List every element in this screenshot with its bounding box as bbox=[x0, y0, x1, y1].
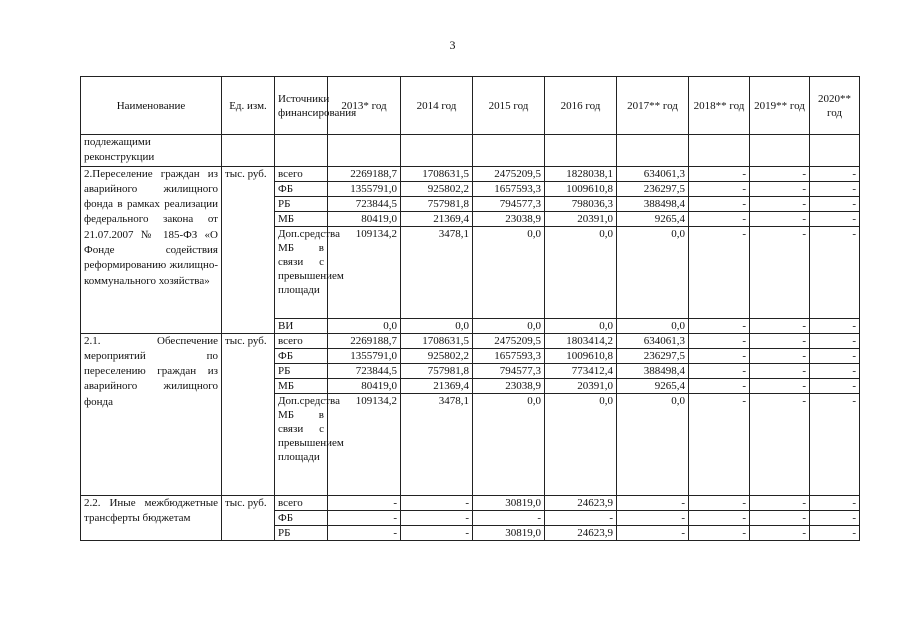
value-cell: 20391,0 bbox=[545, 378, 617, 393]
financing-table bbox=[80, 76, 860, 541]
value-cell: - bbox=[750, 166, 810, 181]
value-cell: - bbox=[689, 181, 750, 196]
source-cell: ФБ bbox=[275, 348, 328, 363]
value-cell: - bbox=[750, 495, 810, 510]
header-name: Наименование bbox=[81, 77, 222, 135]
value-cell: - bbox=[750, 393, 810, 495]
value-cell: 9265,4 bbox=[617, 378, 689, 393]
source-cell: всего bbox=[275, 495, 328, 510]
value-cell: - bbox=[689, 333, 750, 348]
value-cell: 388498,4 bbox=[617, 196, 689, 211]
value-cell: - bbox=[750, 181, 810, 196]
source-cell: всего bbox=[275, 166, 328, 181]
value-cell: - bbox=[689, 510, 750, 525]
value-cell: 24623,9 bbox=[545, 495, 617, 510]
value-cell: - bbox=[750, 378, 810, 393]
value-cell: - bbox=[401, 510, 473, 525]
value-cell: - bbox=[810, 378, 860, 393]
value-cell: - bbox=[617, 525, 689, 540]
source-cell: МБ bbox=[275, 378, 328, 393]
value-cell: - bbox=[328, 525, 401, 540]
value-cell: 634061,3 bbox=[617, 166, 689, 181]
value-cell: - bbox=[810, 333, 860, 348]
value-cell: 3478,1 bbox=[401, 393, 473, 495]
value-cell: 0,0 bbox=[473, 226, 545, 318]
page-number: 3 bbox=[449, 38, 456, 52]
section-unit: тыс. руб. bbox=[222, 166, 275, 333]
value-cell: 0,0 bbox=[617, 318, 689, 333]
continuation-name: подлежащими реконструкции bbox=[81, 135, 222, 167]
value-cell: 757981,8 bbox=[401, 363, 473, 378]
value-cell: - bbox=[810, 181, 860, 196]
value-cell: 23038,9 bbox=[473, 211, 545, 226]
value-cell: 1657593,3 bbox=[473, 348, 545, 363]
value-cell: - bbox=[689, 348, 750, 363]
value-cell: - bbox=[750, 196, 810, 211]
value-cell: 24623,9 bbox=[545, 525, 617, 540]
value-cell: 80419,0 bbox=[328, 211, 401, 226]
value-cell: 794577,3 bbox=[473, 196, 545, 211]
value-cell: 925802,2 bbox=[401, 181, 473, 196]
value-cell: 0,0 bbox=[401, 318, 473, 333]
value-cell: - bbox=[689, 196, 750, 211]
value-cell: - bbox=[750, 510, 810, 525]
value-cell: - bbox=[473, 510, 545, 525]
section-unit: тыс. руб. bbox=[222, 333, 275, 495]
value-cell: - bbox=[689, 318, 750, 333]
value-cell: 0,0 bbox=[617, 226, 689, 318]
value-cell: 1828038,1 bbox=[545, 166, 617, 181]
value-cell: 773412,4 bbox=[545, 363, 617, 378]
header-year: 2018** год bbox=[689, 77, 750, 135]
value-cell: 9265,4 bbox=[617, 211, 689, 226]
value-cell: - bbox=[810, 525, 860, 540]
value-cell: 1657593,3 bbox=[473, 181, 545, 196]
value-cell: 0,0 bbox=[545, 318, 617, 333]
header-source: Источники финансирования bbox=[275, 77, 328, 135]
value-cell: - bbox=[750, 211, 810, 226]
value-cell: - bbox=[750, 363, 810, 378]
source-cell: всего bbox=[275, 333, 328, 348]
value-cell: 634061,3 bbox=[617, 333, 689, 348]
source-cell: МБ bbox=[275, 211, 328, 226]
source-cell: РБ bbox=[275, 525, 328, 540]
value-cell: 0,0 bbox=[328, 318, 401, 333]
value-cell: 80419,0 bbox=[328, 378, 401, 393]
header-year: 2013* год bbox=[328, 77, 401, 135]
value-cell: - bbox=[401, 525, 473, 540]
table-row bbox=[81, 495, 860, 510]
value-cell: - bbox=[328, 510, 401, 525]
value-cell: 757981,8 bbox=[401, 196, 473, 211]
continuation-row bbox=[81, 135, 860, 167]
section-name: 2.1. Обеспечение мероприятий по переселению граждан из аварийного жилищного фонда bbox=[81, 333, 222, 495]
value-cell: 1009610,8 bbox=[545, 181, 617, 196]
header-year: 2020** год bbox=[810, 77, 860, 135]
value-cell: 0,0 bbox=[473, 393, 545, 495]
value-cell: 1355791,0 bbox=[328, 181, 401, 196]
value-cell: - bbox=[810, 211, 860, 226]
value-cell: 925802,2 bbox=[401, 348, 473, 363]
value-cell: 388498,4 bbox=[617, 363, 689, 378]
section-name: 2.2. Иные межбюджетные трансферты бюджетам bbox=[81, 495, 222, 540]
value-cell: 2475209,5 bbox=[473, 166, 545, 181]
section-name: 2.Переселение граждан из аварийного жилищного фонда в рамках реализации федерального закона от 21.07.2007 № 185-ФЗ «О Фонде содействия реформированию жилищно-коммунального хозяйства» bbox=[81, 166, 222, 333]
source-cell: ФБ bbox=[275, 181, 328, 196]
value-cell: - bbox=[689, 363, 750, 378]
header-year: 2016 год bbox=[545, 77, 617, 135]
table-row bbox=[81, 333, 860, 348]
header-year: 2015 год bbox=[473, 77, 545, 135]
header-row bbox=[81, 77, 860, 135]
value-cell: - bbox=[810, 166, 860, 181]
value-cell: - bbox=[750, 318, 810, 333]
value-cell: 109134,2 bbox=[328, 393, 401, 495]
value-cell: 0,0 bbox=[617, 393, 689, 495]
value-cell: 1009610,8 bbox=[545, 348, 617, 363]
value-cell: - bbox=[545, 510, 617, 525]
value-cell: - bbox=[810, 510, 860, 525]
value-cell: - bbox=[328, 495, 401, 510]
value-cell: 30819,0 bbox=[473, 525, 545, 540]
value-cell: 20391,0 bbox=[545, 211, 617, 226]
value-cell: 723844,5 bbox=[328, 196, 401, 211]
value-cell: 236297,5 bbox=[617, 348, 689, 363]
source-cell: ВИ bbox=[275, 318, 328, 333]
value-cell: 1355791,0 bbox=[328, 348, 401, 363]
source-cell: РБ bbox=[275, 363, 328, 378]
value-cell: - bbox=[810, 226, 860, 318]
value-cell: 3478,1 bbox=[401, 226, 473, 318]
value-cell: - bbox=[750, 525, 810, 540]
value-cell: - bbox=[810, 348, 860, 363]
value-cell: 1708631,5 bbox=[401, 166, 473, 181]
value-cell: 236297,5 bbox=[617, 181, 689, 196]
value-cell: - bbox=[689, 525, 750, 540]
value-cell: 2475209,5 bbox=[473, 333, 545, 348]
header-year: 2019** год bbox=[750, 77, 810, 135]
section-unit: тыс. руб. bbox=[222, 495, 275, 540]
value-cell: 2269188,7 bbox=[328, 166, 401, 181]
value-cell: - bbox=[750, 226, 810, 318]
value-cell: - bbox=[689, 393, 750, 495]
value-cell: 794577,3 bbox=[473, 363, 545, 378]
value-cell: - bbox=[750, 348, 810, 363]
value-cell: 0,0 bbox=[473, 318, 545, 333]
value-cell: - bbox=[689, 378, 750, 393]
header-unit: Ед. изм. bbox=[222, 77, 275, 135]
value-cell: 21369,4 bbox=[401, 378, 473, 393]
value-cell: 798036,3 bbox=[545, 196, 617, 211]
source-cell: Доп.средства МБ в связи с превышением площади bbox=[275, 226, 328, 318]
value-cell: - bbox=[810, 196, 860, 211]
header-year: 2014 год bbox=[401, 77, 473, 135]
table-row bbox=[81, 166, 860, 181]
header-year: 2017** год bbox=[617, 77, 689, 135]
value-cell: 30819,0 bbox=[473, 495, 545, 510]
value-cell: - bbox=[810, 495, 860, 510]
value-cell: - bbox=[617, 495, 689, 510]
source-cell: Доп.средства МБ в связи с превышением площади bbox=[275, 393, 328, 495]
value-cell: - bbox=[689, 211, 750, 226]
value-cell: 0,0 bbox=[545, 226, 617, 318]
value-cell: - bbox=[689, 226, 750, 318]
source-cell: ФБ bbox=[275, 510, 328, 525]
value-cell: 109134,2 bbox=[328, 226, 401, 318]
value-cell: - bbox=[810, 318, 860, 333]
value-cell: - bbox=[810, 363, 860, 378]
value-cell: - bbox=[750, 333, 810, 348]
value-cell: 1803414,2 bbox=[545, 333, 617, 348]
value-cell: - bbox=[617, 510, 689, 525]
value-cell: 2269188,7 bbox=[328, 333, 401, 348]
value-cell: 0,0 bbox=[545, 393, 617, 495]
value-cell: - bbox=[401, 495, 473, 510]
value-cell: - bbox=[689, 166, 750, 181]
value-cell: 21369,4 bbox=[401, 211, 473, 226]
value-cell: 723844,5 bbox=[328, 363, 401, 378]
value-cell: 23038,9 bbox=[473, 378, 545, 393]
value-cell: - bbox=[689, 495, 750, 510]
value-cell: 1708631,5 bbox=[401, 333, 473, 348]
value-cell: - bbox=[810, 393, 860, 495]
source-cell: РБ bbox=[275, 196, 328, 211]
